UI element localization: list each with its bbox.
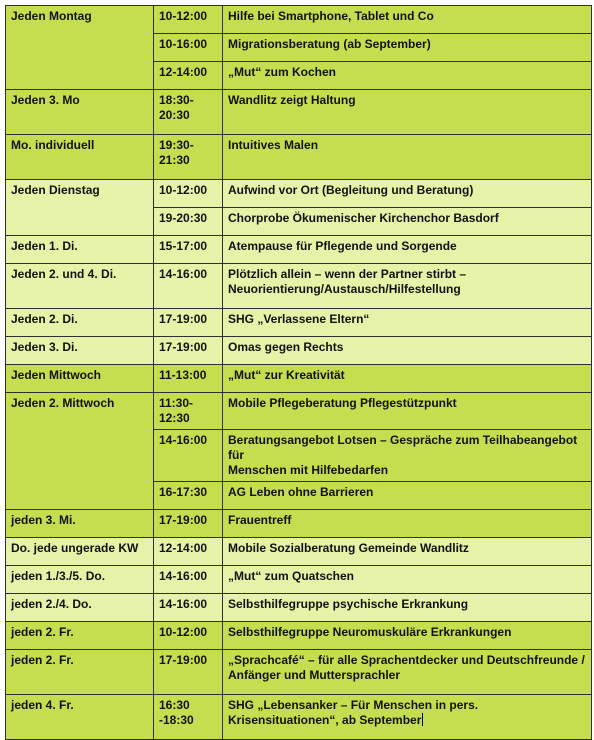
time-cell: 19-20:30 [154,208,223,236]
event-cell [223,695,592,740]
time-cell: 17-19:00 [154,650,223,695]
table-row [6,90,592,135]
table-row [6,622,592,650]
time-cell: 18:30- 20:30 [154,90,223,135]
day-cell: jeden 1./3./5. Do. [6,566,154,594]
event-cell: Selbsthilfegruppe Neuromuskuläre Erkrankungen [223,622,592,650]
time-cell: 12-14:00 [154,62,223,90]
event-cell: Wandlitz zeigt Haltung [223,90,592,135]
event-cell: AG Leben ohne Barrieren [223,482,592,510]
day-cell: Jeden Montag [6,6,154,90]
time-cell: 17-19:00 [154,510,223,538]
day-cell: Do. jede ungerade KW [6,538,154,566]
time-cell: 10-16:00 [154,34,223,62]
day-cell: jeden 2./4. Do. [6,594,154,622]
day-cell: jeden 2. Fr. [6,622,154,650]
table-row [6,135,592,180]
schedule-body [6,6,592,740]
time-cell: 19:30- 21:30 [154,135,223,180]
table-row [6,393,592,430]
day-cell: Jeden 2. Di. [6,309,154,337]
day-cell: jeden 2. Fr. [6,650,154,695]
day-cell: Jeden 2. Mittwoch [6,393,154,510]
table-row [6,337,592,365]
day-cell: Jeden 2. und 4. Di. [6,264,154,309]
event-cell: Plötzlich allein – wenn der Partner stirbt – Neuorientierung/Austausch/Hilfestellung [223,264,592,309]
table-row [6,365,592,393]
event-cell: „Mut“ zum Kochen [223,62,592,90]
time-cell: 11:30-12:30 [154,393,223,430]
time-cell: 14-16:00 [154,566,223,594]
time-cell: 12-14:00 [154,538,223,566]
table-row [6,650,592,695]
time-cell: 17-19:00 [154,309,223,337]
time-cell: 10-12:00 [154,6,223,34]
event-cell: Omas gegen Rechts [223,337,592,365]
time-cell: 10-12:00 [154,180,223,208]
event-cell: Beratungsangebot Lotsen – Gespräche zum Teilhabeangebot für Menschen mit Hilfebedarfen [223,430,592,482]
event-cell: „Mut“ zum Quatschen [223,566,592,594]
table-row [6,594,592,622]
event-cell: Selbsthilfegruppe psychische Erkrankung [223,594,592,622]
event-cell: Mobile Sozialberatung Gemeinde Wandlitz [223,538,592,566]
event-cell: Frauentreff [223,510,592,538]
time-cell: 11-13:00 [154,365,223,393]
day-cell: Jeden 1. Di. [6,236,154,264]
table-row [6,695,592,740]
schedule-table [5,5,592,740]
event-cell: Chorprobe Ökumenischer Kirchenchor Basdorf [223,208,592,236]
time-cell: 15-17:00 [154,236,223,264]
event-cell: „Sprachcafé“ – für alle Sprachentdecker und Deutschfreunde / Anfänger und Muttersprachler [223,650,592,695]
event-text: SHG „Lebensanker – Für Menschen in pers. Krisensituationen“, ab September [228,698,479,727]
day-cell: jeden 3. Mi. [6,510,154,538]
table-row [6,566,592,594]
day-cell: Jeden 3. Di. [6,337,154,365]
event-cell: „Mut“ zur Kreativität [223,365,592,393]
text-cursor [422,713,423,726]
event-cell: Mobile Pflegeberatung Pflegestützpunkt [223,393,592,430]
table-row [6,510,592,538]
time-cell: 16:30 -18:30 [154,695,223,740]
time-cell: 14-16:00 [154,264,223,309]
day-cell: jeden 4. Fr. [6,695,154,740]
day-cell: Jeden 3. Mo [6,90,154,135]
day-cell: Mo. individuell [6,135,154,180]
table-row [6,180,592,208]
time-cell: 14-16:00 [154,430,223,482]
time-cell: 17-19:00 [154,337,223,365]
table-row [6,538,592,566]
time-cell: 14-16:00 [154,594,223,622]
time-cell: 16-17:30 [154,482,223,510]
time-cell: 10-12:00 [154,622,223,650]
event-cell: Atempause für Pflegende und Sorgende [223,236,592,264]
event-cell: Hilfe bei Smartphone, Tablet und Co [223,6,592,34]
event-cell: Migrationsberatung (ab September) [223,34,592,62]
table-row [6,264,592,309]
event-cell: Aufwind vor Ort (Begleitung und Beratung) [223,180,592,208]
day-cell: Jeden Mittwoch [6,365,154,393]
day-cell: Jeden Dienstag [6,180,154,236]
table-row [6,6,592,34]
event-cell: Intuitives Malen [223,135,592,180]
table-row [6,309,592,337]
table-row [6,236,592,264]
event-cell: SHG „Verlassene Eltern“ [223,309,592,337]
